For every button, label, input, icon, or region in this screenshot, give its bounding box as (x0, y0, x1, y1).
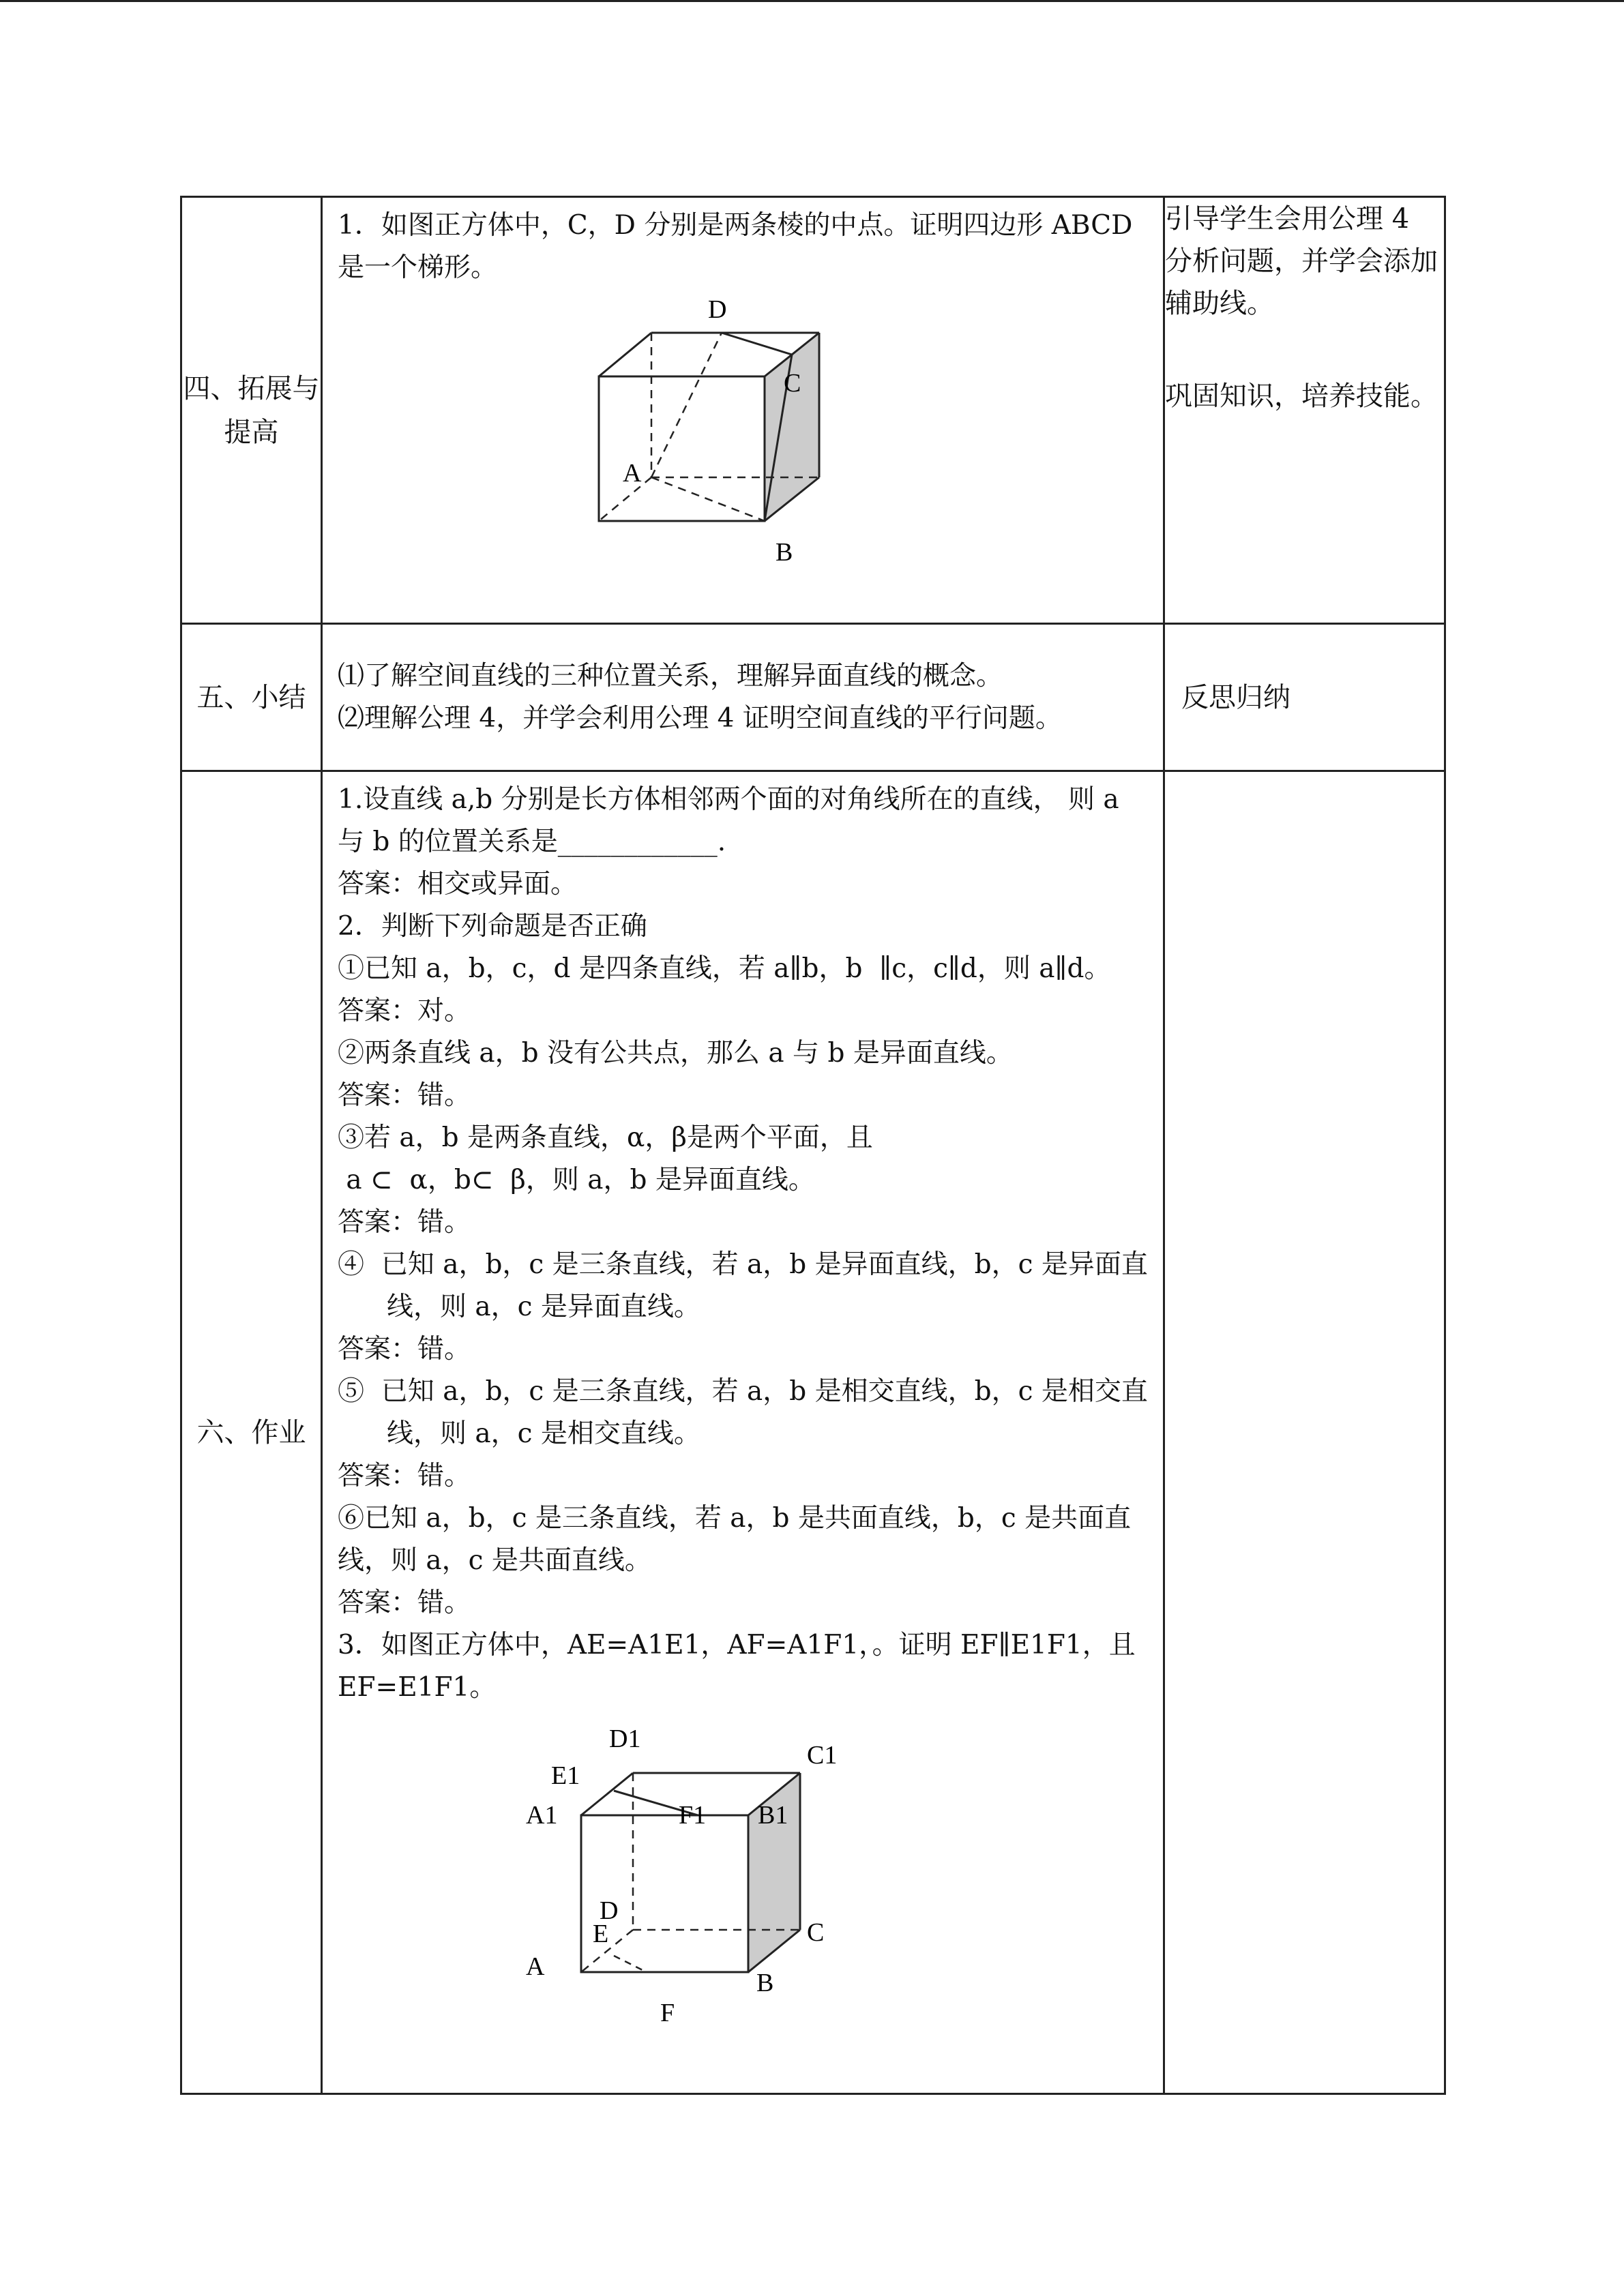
label-a1: A1 (526, 1801, 558, 1830)
stage-label: 五、小结 (196, 681, 306, 713)
label-c: C (807, 1918, 825, 1947)
teaching-note: 反思归纳 (1181, 681, 1290, 713)
summary-line: ⑵理解公理 4，并学会利用公理 4 证明空间直线的平行问题。 (338, 702, 1062, 734)
note-cell (1164, 771, 1445, 2094)
stage-label: 六、作业 (196, 1416, 306, 1448)
label-d: D (600, 1896, 619, 1925)
label-d: D (708, 295, 727, 324)
content-cell (322, 771, 1164, 2094)
stage-label: 四、拓展与提高 (183, 372, 320, 448)
homework-line: ⑥已知 a，b，c 是三条直线，若 a，b 是共面直线，b，c 是共面直线，则 a，c 是共面直线。 (338, 1503, 1132, 1576)
homework-line: 答案：错。 (338, 1461, 471, 1491)
content-cell (322, 197, 1164, 624)
content-cell (322, 624, 1164, 771)
stage-cell (181, 624, 322, 771)
cube-figure-abcd (534, 289, 821, 576)
table-row-homework (181, 771, 1445, 2094)
homework-line: a ⊂ α，b⊂ β，则 a，b 是异面直线。 (338, 1165, 815, 1195)
table-row-extension (181, 197, 1445, 624)
label-f: F (660, 1999, 675, 2027)
homework-line: 答案：相交或异面。 (338, 869, 578, 899)
teaching-note: 引导学生会用公理 4 分析问题，并学会添加辅助线。 (1165, 203, 1438, 319)
problem-text: 1．如图正方体中，C，D 分别是两条棱的中点。证明四边形 ABCD 是一个梯形。 (338, 210, 1141, 283)
label-c1: C1 (807, 1741, 838, 1770)
homework-line: 1.设直线 a,b 分别是长方体相邻两个面的对角线所在的直线， 则 a 与 b 的位置关系是____________. (338, 784, 1128, 857)
homework-line: 3．如图正方体中，AE=A1E1，AF=A1F1，。证明 EF∥E1F1，且 EF=E1F1。 (338, 1630, 1145, 1703)
label-b1: B1 (758, 1801, 788, 1830)
page-top-border (0, 0, 1624, 2)
homework-line: 答案：对。 (338, 996, 471, 1026)
label-b: B (776, 538, 793, 567)
homework-line: 答案：错。 (338, 1080, 471, 1111)
homework-line: ②两条直线 a，b 没有公共点，那么 a 与 b 是异面直线。 (338, 1038, 1013, 1069)
homework-line: ④ 已知 a，b，c 是三条直线，若 a，b 是异面直线，b，c 是异面直线，则 a，c 是异面直线。 (338, 1249, 1148, 1322)
note-cell (1164, 624, 1445, 771)
teaching-note: 巩固知识，培养技能。 (1165, 381, 1438, 412)
shaded-face (765, 333, 819, 521)
homework-line: ①已知 a，b，c，d 是四条直线，若 a∥b，b ∥c，c∥d，则 a∥d。 (338, 953, 1111, 984)
note-cell (1164, 197, 1445, 624)
table-row-summary (181, 624, 1445, 771)
label-e: E (593, 1920, 609, 1948)
summary-line: ⑴了解空间直线的三种位置关系，理解异面直线的概念。 (338, 660, 1003, 691)
stage-cell (181, 197, 322, 624)
cube-figure-ef (514, 1713, 868, 2033)
lesson-plan-table (180, 196, 1446, 2095)
homework-line: 答案：错。 (338, 1587, 471, 1618)
label-b: B (756, 1969, 774, 1997)
homework-line: ③若 a，b 是两条直线，α，β是两个平面，且 (338, 1122, 873, 1153)
homework-line: 答案：错。 (338, 1207, 471, 1238)
label-a: A (526, 1952, 545, 1981)
stage-cell (181, 771, 322, 2094)
label-e1: E1 (551, 1761, 580, 1790)
label-c: C (784, 369, 801, 398)
homework-line: ⑤ 已知 a，b，c 是三条直线，若 a，b 是相交直线，b，c 是相交直线，则 a，c 是相交直线。 (338, 1376, 1148, 1449)
label-d1: D1 (609, 1725, 641, 1753)
label-a: A (623, 459, 642, 488)
homework-line: 2．判断下列命题是否正确 (338, 911, 647, 942)
label-f1: F1 (679, 1801, 707, 1830)
homework-line: 答案：错。 (338, 1334, 471, 1365)
